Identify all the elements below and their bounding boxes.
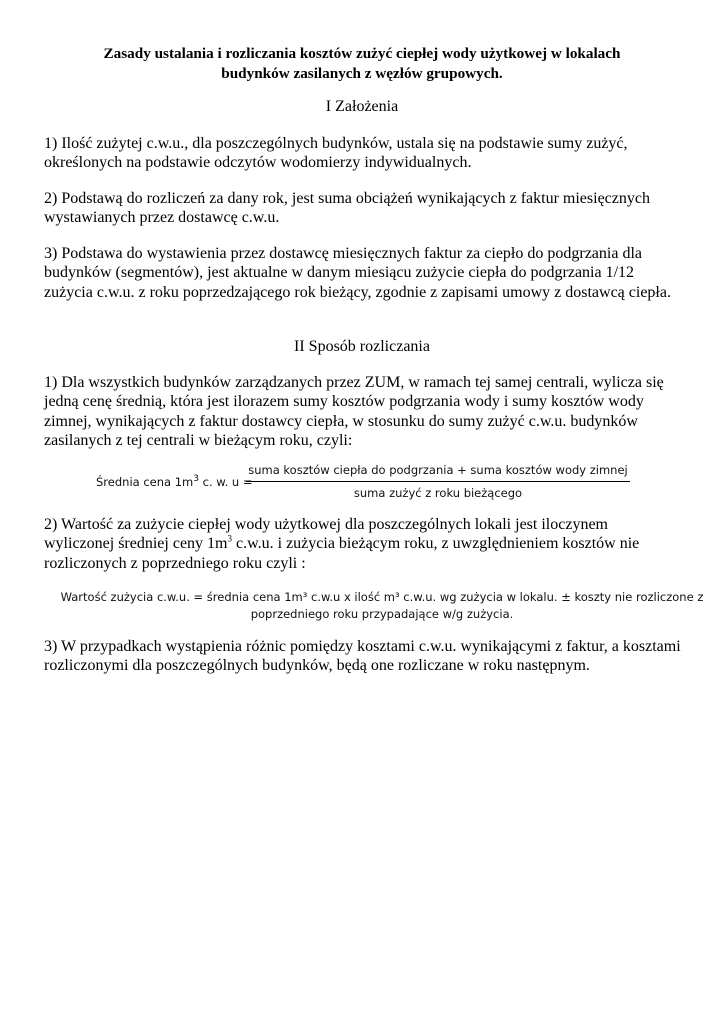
formula-fraction xyxy=(246,462,630,502)
settlement-paragraph-1: 1) Dla wszystkich budynków zarządzanych przez ZUM, w ramach tej samej centrali, wylicza się jedną cenę średnią, która jest ilorazem sumy kosztów podgrzania wody i sumy kosztów wody zimnej, wynikających z faktur dostawcy ciepła, w stosunku do sumy zużyć c.w.u. budynków zasilanych z tej centrali w bieżącym roku, czyli: xyxy=(44,374,664,450)
formula-lhs: Średnia cena $1m^3$ c. w. u = xyxy=(96,474,253,489)
formula2-line-1: Wartość zużycia c.w.u. = średnia cena 1m³ c.w.u x ilość m³ c.w.u. wg zużycia w lokalu. ± koszty nie rozliczone z xyxy=(60,590,704,604)
title-line-2: budynków zasilanych z węzłów grupowych. xyxy=(221,65,503,82)
consumption-value-formula xyxy=(52,589,712,623)
document-title xyxy=(44,44,680,84)
settlement-paragraph-3: 3) W przypadkach wystąpienia różnic pomiędzy kosztami c.w.u. wynikającymi z faktur, a kosztami rozliczonymi dla poszczególnych budynków, będą one rozliczane w roku następnym. xyxy=(44,638,681,675)
assumption-paragraph-3: 3) Podstawa do wystawienia przez dostawcę miesięcznych faktur za ciepło do podgrzania dla budynków (segmentów), jest aktualne w danym miesiącu zużycie ciepła do podgrzania 1/12 zużycia c.w.u. z roku poprzedzającego rok bieżący, zgodnie z zapisami umowy z dostawcą ciepła. xyxy=(44,245,671,301)
assumption-paragraph-1: 1) Ilość zużytej c.w.u., dla poszczególnych budynków, ustala się na podstawie sumy zużyć, określonych na podstawie odczytów wodomierzy indywidualnych. xyxy=(44,135,628,172)
section-heading-settlement: II Sposób rozliczania xyxy=(294,338,430,355)
formula-denominator: suma zużyć z roku bieżącego xyxy=(353,486,523,500)
formula-numerator: suma kosztów ciepła do podgrzania + suma kosztów wody zimnej xyxy=(246,462,630,482)
title-line-1: Zasady ustalania i rozliczania kosztów zużyć ciepłej wody użytkowej w lokalach xyxy=(103,45,621,62)
section-heading-assumptions: I Założenia xyxy=(325,98,399,115)
average-price-formula xyxy=(96,462,636,504)
assumption-paragraph-2: 2) Podstawą do rozliczeń za dany rok, jest suma obciążeń wynikających z faktur miesięcznych wystawianych przez dostawcę c.w.u. xyxy=(44,190,650,227)
settlement-paragraph-2: 2) Wartość za zużycie ciepłej wody użytkowej dla poszczególnych lokali jest iloczynem wyliczonej średniej ceny $1m^3$ c.w.u. i zużycia bieżącym roku, z uwzględnieniem kosztów nie rozliczonych z poprzedniego roku czyli : xyxy=(44,516,640,572)
formula2-line-2: poprzedniego roku przypadające w/g zużycia. xyxy=(250,607,514,621)
